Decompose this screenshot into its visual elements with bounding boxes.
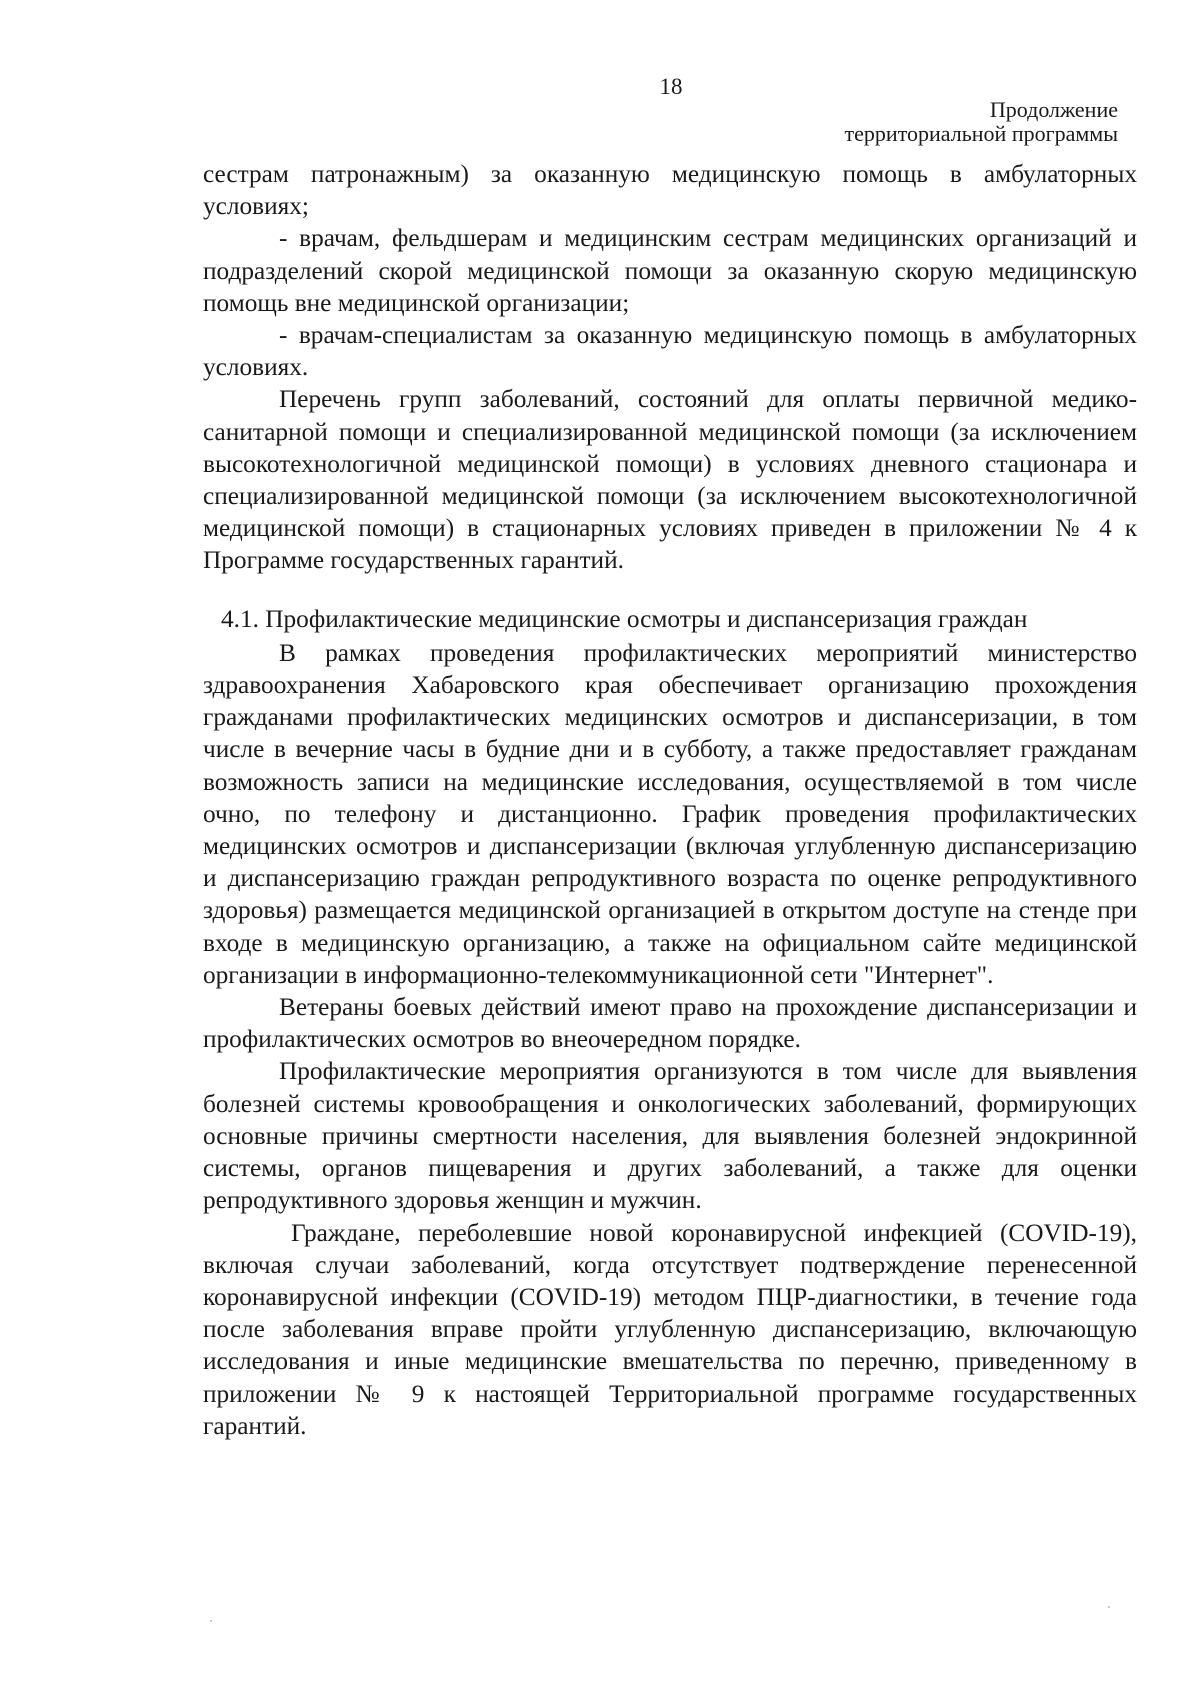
list-item-specialists: - врачам-специалистам за оказанную медицинскую помощь в амбулаторных условиях.	[203, 321, 1137, 382]
paragraph-covid: Граждане, переболевшие новой коронавирусной инфекцией (COVID-19), включая случаи заболеваний, когда отсутствует подтверждение перенесенной коронавирусной инфекции (COVID-19) методом ПЦР-диагностики, в течение года после заболевания вправе пройти углубленную диспансеризацию, включающую исследования и иные медицинские вмешательства по перечню, приведенному в приложении № 9 к настоящей Территориальной программе государственных гарантий.	[203, 1218, 1137, 1440]
section-heading: 4.1. Профилактические медицинские осмотры и диспансеризация граждан	[221, 604, 1028, 633]
paragraph-disease-groups: Перечень групп заболеваний, состояний для оплаты первичной медико-санитарной помощи и специализированной медицинской помощи (за исключением высокотехнологичной медицинской помощи) в условиях дневного стационара и специализированной медицинской помощи (за исключением высокотехнологичной медицинской помощи) в стационарных условиях приведен в приложении № 4 к Программе государственных гарантий.	[203, 385, 1137, 575]
paragraph-preventive-goals: Профилактические мероприятия организуются в том числе для выявления болезней системы кровообращения и онкологических заболеваний, формирующих основные причины смертности населения, для выявления болезней эндокринной системы, органов пищеварения и других заболеваний, а также для оценки репродуктивного здоровья женщин и мужчин.	[203, 1057, 1137, 1215]
body-text	[203, 158, 1137, 1442]
scan-artifact	[210, 1620, 212, 1622]
running-header-line-1: Продолжение	[989, 97, 1118, 122]
running-header-line-2: территориальной программы	[844, 121, 1118, 146]
running-header	[845, 98, 1118, 146]
scan-artifact	[1108, 1606, 1110, 1608]
page-number: 18	[659, 74, 683, 99]
paragraph-veterans: Ветераны боевых действий имеют право на прохождение диспансеризации и профилактических осмотров во внеочередном порядке.	[203, 993, 1137, 1054]
paragraph-continuation: сестрам патронажным) за оказанную медицинскую помощь в амбулаторных условиях;	[203, 160, 1137, 221]
paragraph-preventive-measures: В рамках проведения профилактических мероприятий министерство здравоохранения Хабаровского края обеспечивает организацию прохождения гражданами профилактических медицинских осмотров и диспансеризации, в том числе в вечерние часы в будние дни и в субботу, а также предоставляет гражданам возможность записи на медицинские исследования, осуществляемой в том числе очно, по телефону и дистанционно. График проведения профилактических медицинских осмотров и диспансеризации (включая углубленную диспансеризацию и диспансеризацию граждан репродуктивного возраста по оценке репродуктивного здоровья) размещается медицинской организацией в открытом доступе на стенде при входе в медицинскую организацию, а также на официальном сайте медицинской организации в информационно-телекоммуникационной сети "Интернет".	[203, 638, 1137, 989]
list-item-emergency-staff: - врачам, фельдшерам и медицинским сестрам медицинских организаций и подразделений скорой медицинской помощи за оказанную скорую медицинскую помощь вне медицинской организации;	[203, 224, 1137, 317]
